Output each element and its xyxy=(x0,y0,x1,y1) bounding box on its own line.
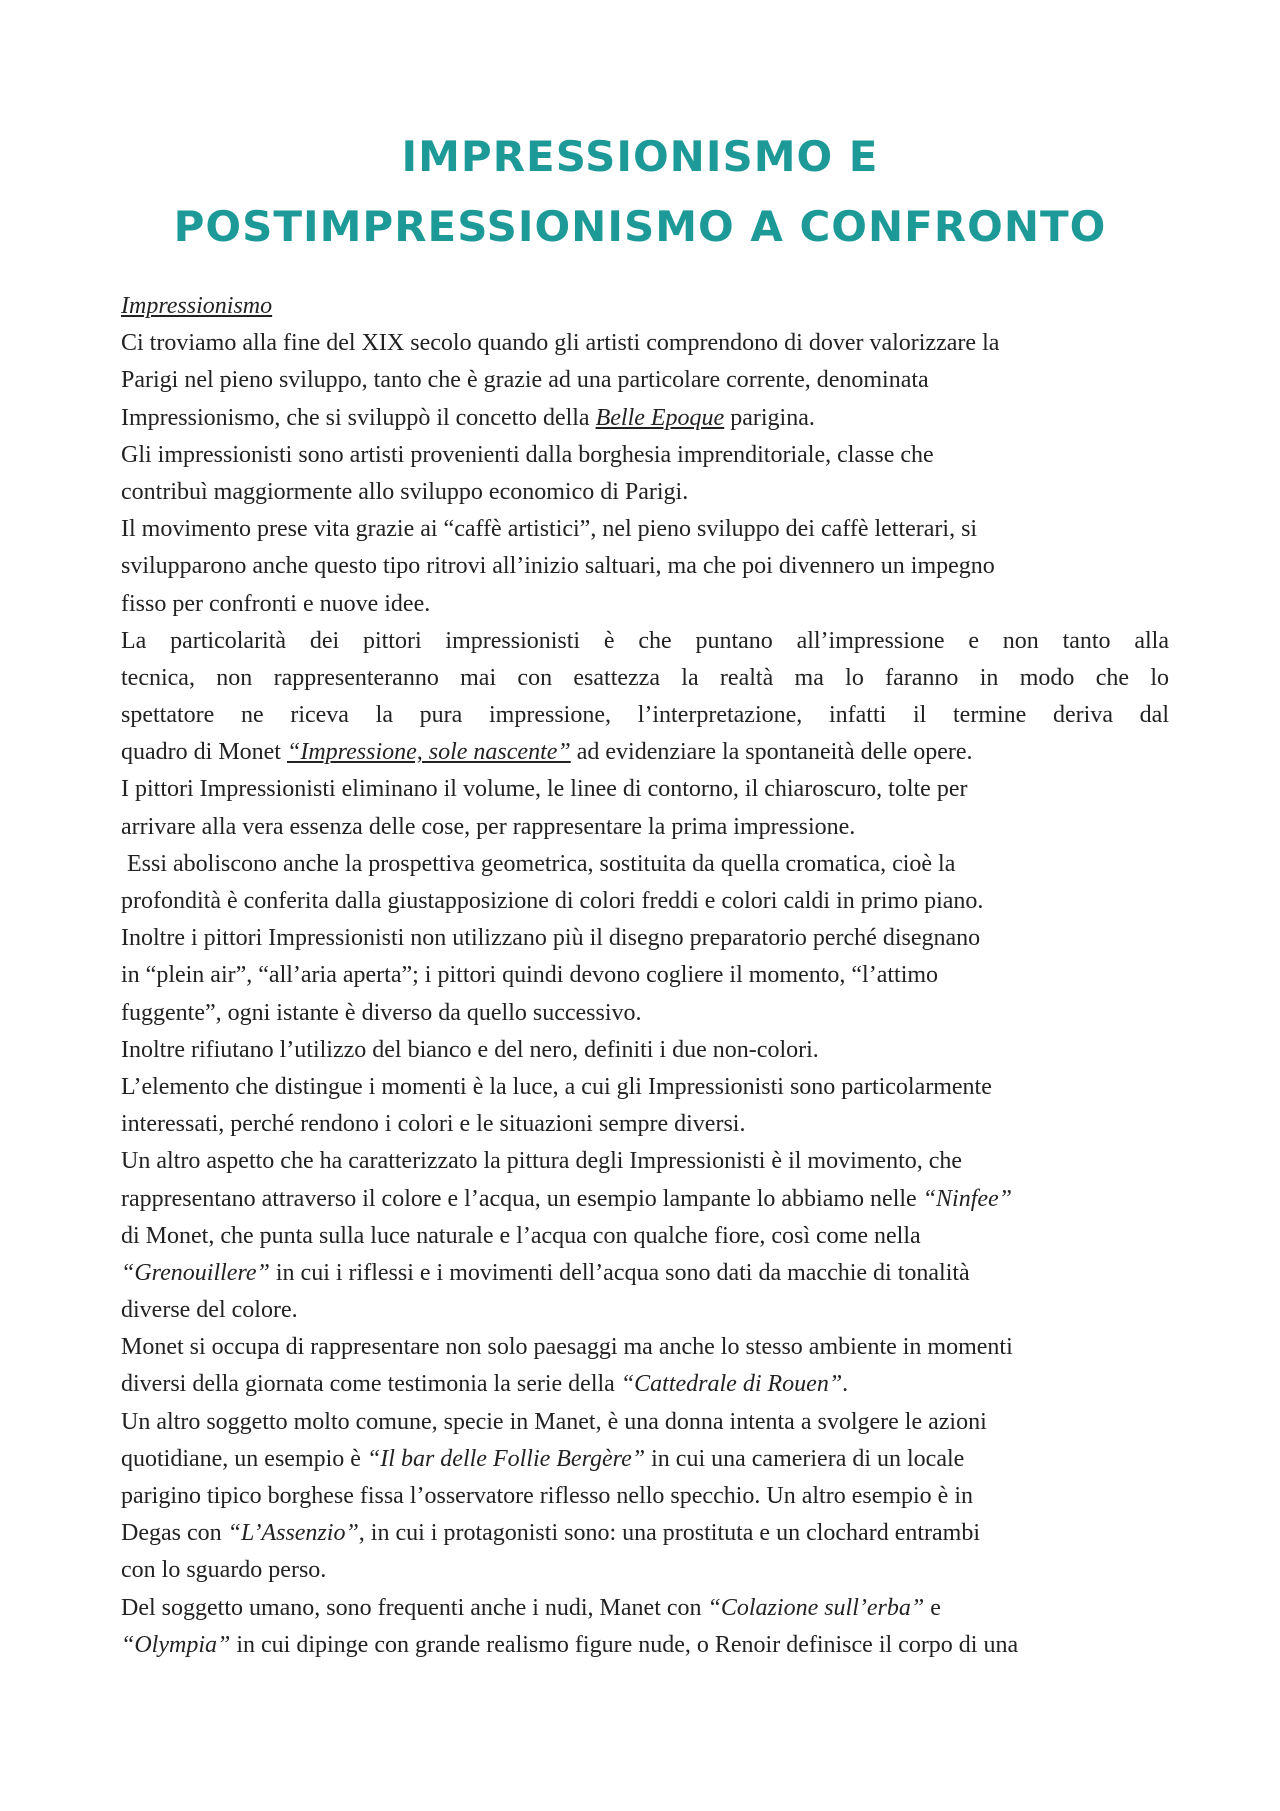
paragraph xyxy=(121,1032,1169,1069)
text-line: Monet si occupa di rappresentare non solo paesaggi ma anche lo stesso ambiente in momenti xyxy=(121,1334,1013,1361)
paragraph xyxy=(121,437,1169,511)
paragraph xyxy=(121,1404,1169,1590)
paragraph xyxy=(121,1590,1169,1664)
text-run: , in cui i protagonisti sono: una prostituta e un clochard entrambi xyxy=(358,1520,980,1547)
text-line: parigino tipico borghese fissa l’osservatore riflesso nello specchio. Un altro esempio è in xyxy=(121,1483,973,1509)
text-line: Parigi nel pieno sviluppo, tanto che è grazie ad una particolare corrente, denominata xyxy=(121,367,929,394)
italic-title: “Grenouillere” xyxy=(121,1259,270,1286)
italic-title: “Impressione, sole nascente” xyxy=(286,739,571,766)
text-run: Impressionismo, che si sviluppò il concetto della xyxy=(121,404,596,431)
text-line xyxy=(121,734,1169,771)
text-line: interessati, perché rendono i colori e le situazioni sempre diversi. xyxy=(121,1111,746,1138)
text-run: . xyxy=(842,1371,849,1398)
paragraph xyxy=(121,623,1169,772)
text-run: in cui i riflessi e i movimenti dell’acqua sono dati da macchie di tonalità xyxy=(269,1259,970,1286)
text-line: Il movimento prese vita grazie ai “caffè artistici”, nel pieno sviluppo dei caffè letterari, si xyxy=(121,516,978,543)
paragraph xyxy=(121,1143,1169,1329)
text-run: parigina. xyxy=(724,404,815,431)
text-line: svilupparono anche questo tipo ritrovi all’inizio saltuari, ma che poi divennero un impegno xyxy=(121,553,995,580)
text-line: con lo sguardo perso. xyxy=(121,1557,327,1584)
paragraph xyxy=(121,1329,1169,1403)
text-line: Un altro aspetto che ha caratterizzato la pittura degli Impressionisti è il movimento, che xyxy=(121,1148,963,1175)
text-line: Un altro soggetto molto comune, specie in Manet, è una donna intenta a svolgere le azioni xyxy=(121,1408,987,1435)
text-line: La particolarità dei pittori impressionisti è che puntano all’impressione e non tanto alla xyxy=(121,627,1169,654)
text-line xyxy=(121,1590,1169,1627)
text-run: ad evidenziare la spontaneità delle opere. xyxy=(570,739,973,766)
text-line xyxy=(121,1366,1169,1403)
text-line xyxy=(121,1515,1169,1552)
text-line: diverse del colore. xyxy=(121,1297,298,1324)
text-run: Degas con xyxy=(121,1520,228,1547)
text-run: in cui dipinge con grande realismo figure nude, o Renoir definisce il corpo di una xyxy=(230,1631,1019,1658)
paragraph xyxy=(121,920,1169,1032)
text-line xyxy=(121,1627,1169,1664)
text-line: fuggente”, ogni istante è diverso da quello successivo. xyxy=(121,999,642,1026)
text-line: arrivare alla vera essenza delle cose, per rappresentare la prima impressione. xyxy=(121,813,856,840)
text-run: e xyxy=(924,1594,941,1621)
text-run: quotidiane, un esempio è xyxy=(121,1445,367,1472)
text-line: contribuì maggiormente allo sviluppo economico di Parigi. xyxy=(121,478,689,505)
italic-title: Belle Epoque xyxy=(595,404,725,431)
italic-title: “Ninfee” xyxy=(922,1185,1013,1212)
text-line: L’elemento che distingue i momenti è la luce, a cui gli Impressionisti sono particolarmente xyxy=(121,1073,992,1100)
text-line xyxy=(121,1255,1169,1292)
text-line: Gli impressionisti sono artisti provenienti dalla borghesia imprenditoriale, classe che xyxy=(121,441,934,468)
text-run: in cui una cameriera di un locale xyxy=(645,1445,965,1472)
text-line: I pittori Impressionisti eliminano il volume, le linee di contorno, il chiaroscuro, tolte per xyxy=(121,776,968,803)
paragraph xyxy=(121,325,1169,437)
paragraph xyxy=(121,1069,1169,1143)
italic-title: “Cattedrale di Rouen” xyxy=(620,1371,843,1398)
paragraph xyxy=(121,846,1169,920)
text-line: spettatore ne riceva la pura impressione, l’interpretazione, infatti il termine deriva dal xyxy=(121,702,1169,729)
text-line: in “plein air”, “all’aria aperta”; i pittori quindi devono cogliere il momento, “l’attimo xyxy=(121,962,939,989)
page-title: IMPRESSIONISMO E POSTIMPRESSIONISMO A CONFRONTO xyxy=(173,132,1107,251)
text-line: profondità è conferita dalla giustapposizione di colori freddi e colori caldi in primo piano. xyxy=(121,888,984,914)
text-line: di Monet, che punta sulla luce naturale e l’acqua con qualche fiore, così come nella xyxy=(121,1222,921,1249)
italic-title: “L’Assenzio” xyxy=(227,1520,359,1547)
text-line: Essi aboliscono anche la prospettiva geometrica, sostituita da quella cromatica, cioè la xyxy=(121,850,956,877)
text-run: Del soggetto umano, sono frequenti anche i nudi, Manet con xyxy=(121,1594,708,1621)
text-run: rappresentano attraverso il colore e l’acqua, un esempio lampante lo abbiamo nelle xyxy=(121,1185,923,1212)
paragraph xyxy=(121,771,1169,845)
text-line: Inoltre i pittori Impressionisti non utilizzano più il disegno preparatorio perché disegnano xyxy=(121,925,981,952)
italic-title: “Colazione sull’erba” xyxy=(707,1594,925,1621)
italic-title: “Olympia” xyxy=(121,1631,231,1658)
text-line xyxy=(121,1441,1169,1478)
text-line xyxy=(121,1181,1169,1218)
document-body xyxy=(121,288,1169,1664)
text-run: quadro di Monet xyxy=(121,739,287,766)
section-heading-text: Impressionismo xyxy=(121,293,273,319)
text-run: diversi della giornata come testimonia la serie della xyxy=(121,1371,621,1398)
text-line xyxy=(121,400,1169,437)
italic-title: “Il bar delle Follie Bergère” xyxy=(366,1445,646,1472)
text-line: Inoltre rifiutano l’utilizzo del bianco e del nero, definiti i due non-colori. xyxy=(121,1036,819,1063)
text-line: tecnica, non rappresenteranno mai con esattezza la realtà ma lo faranno in modo che lo xyxy=(121,664,1169,691)
text-line: fisso per confronti e nuove idee. xyxy=(121,590,431,617)
text-line: Ci troviamo alla fine del XIX secolo quando gli artisti comprendono di dover valorizzare la xyxy=(121,330,1000,357)
section-heading xyxy=(121,288,1169,325)
paragraph xyxy=(121,511,1169,623)
